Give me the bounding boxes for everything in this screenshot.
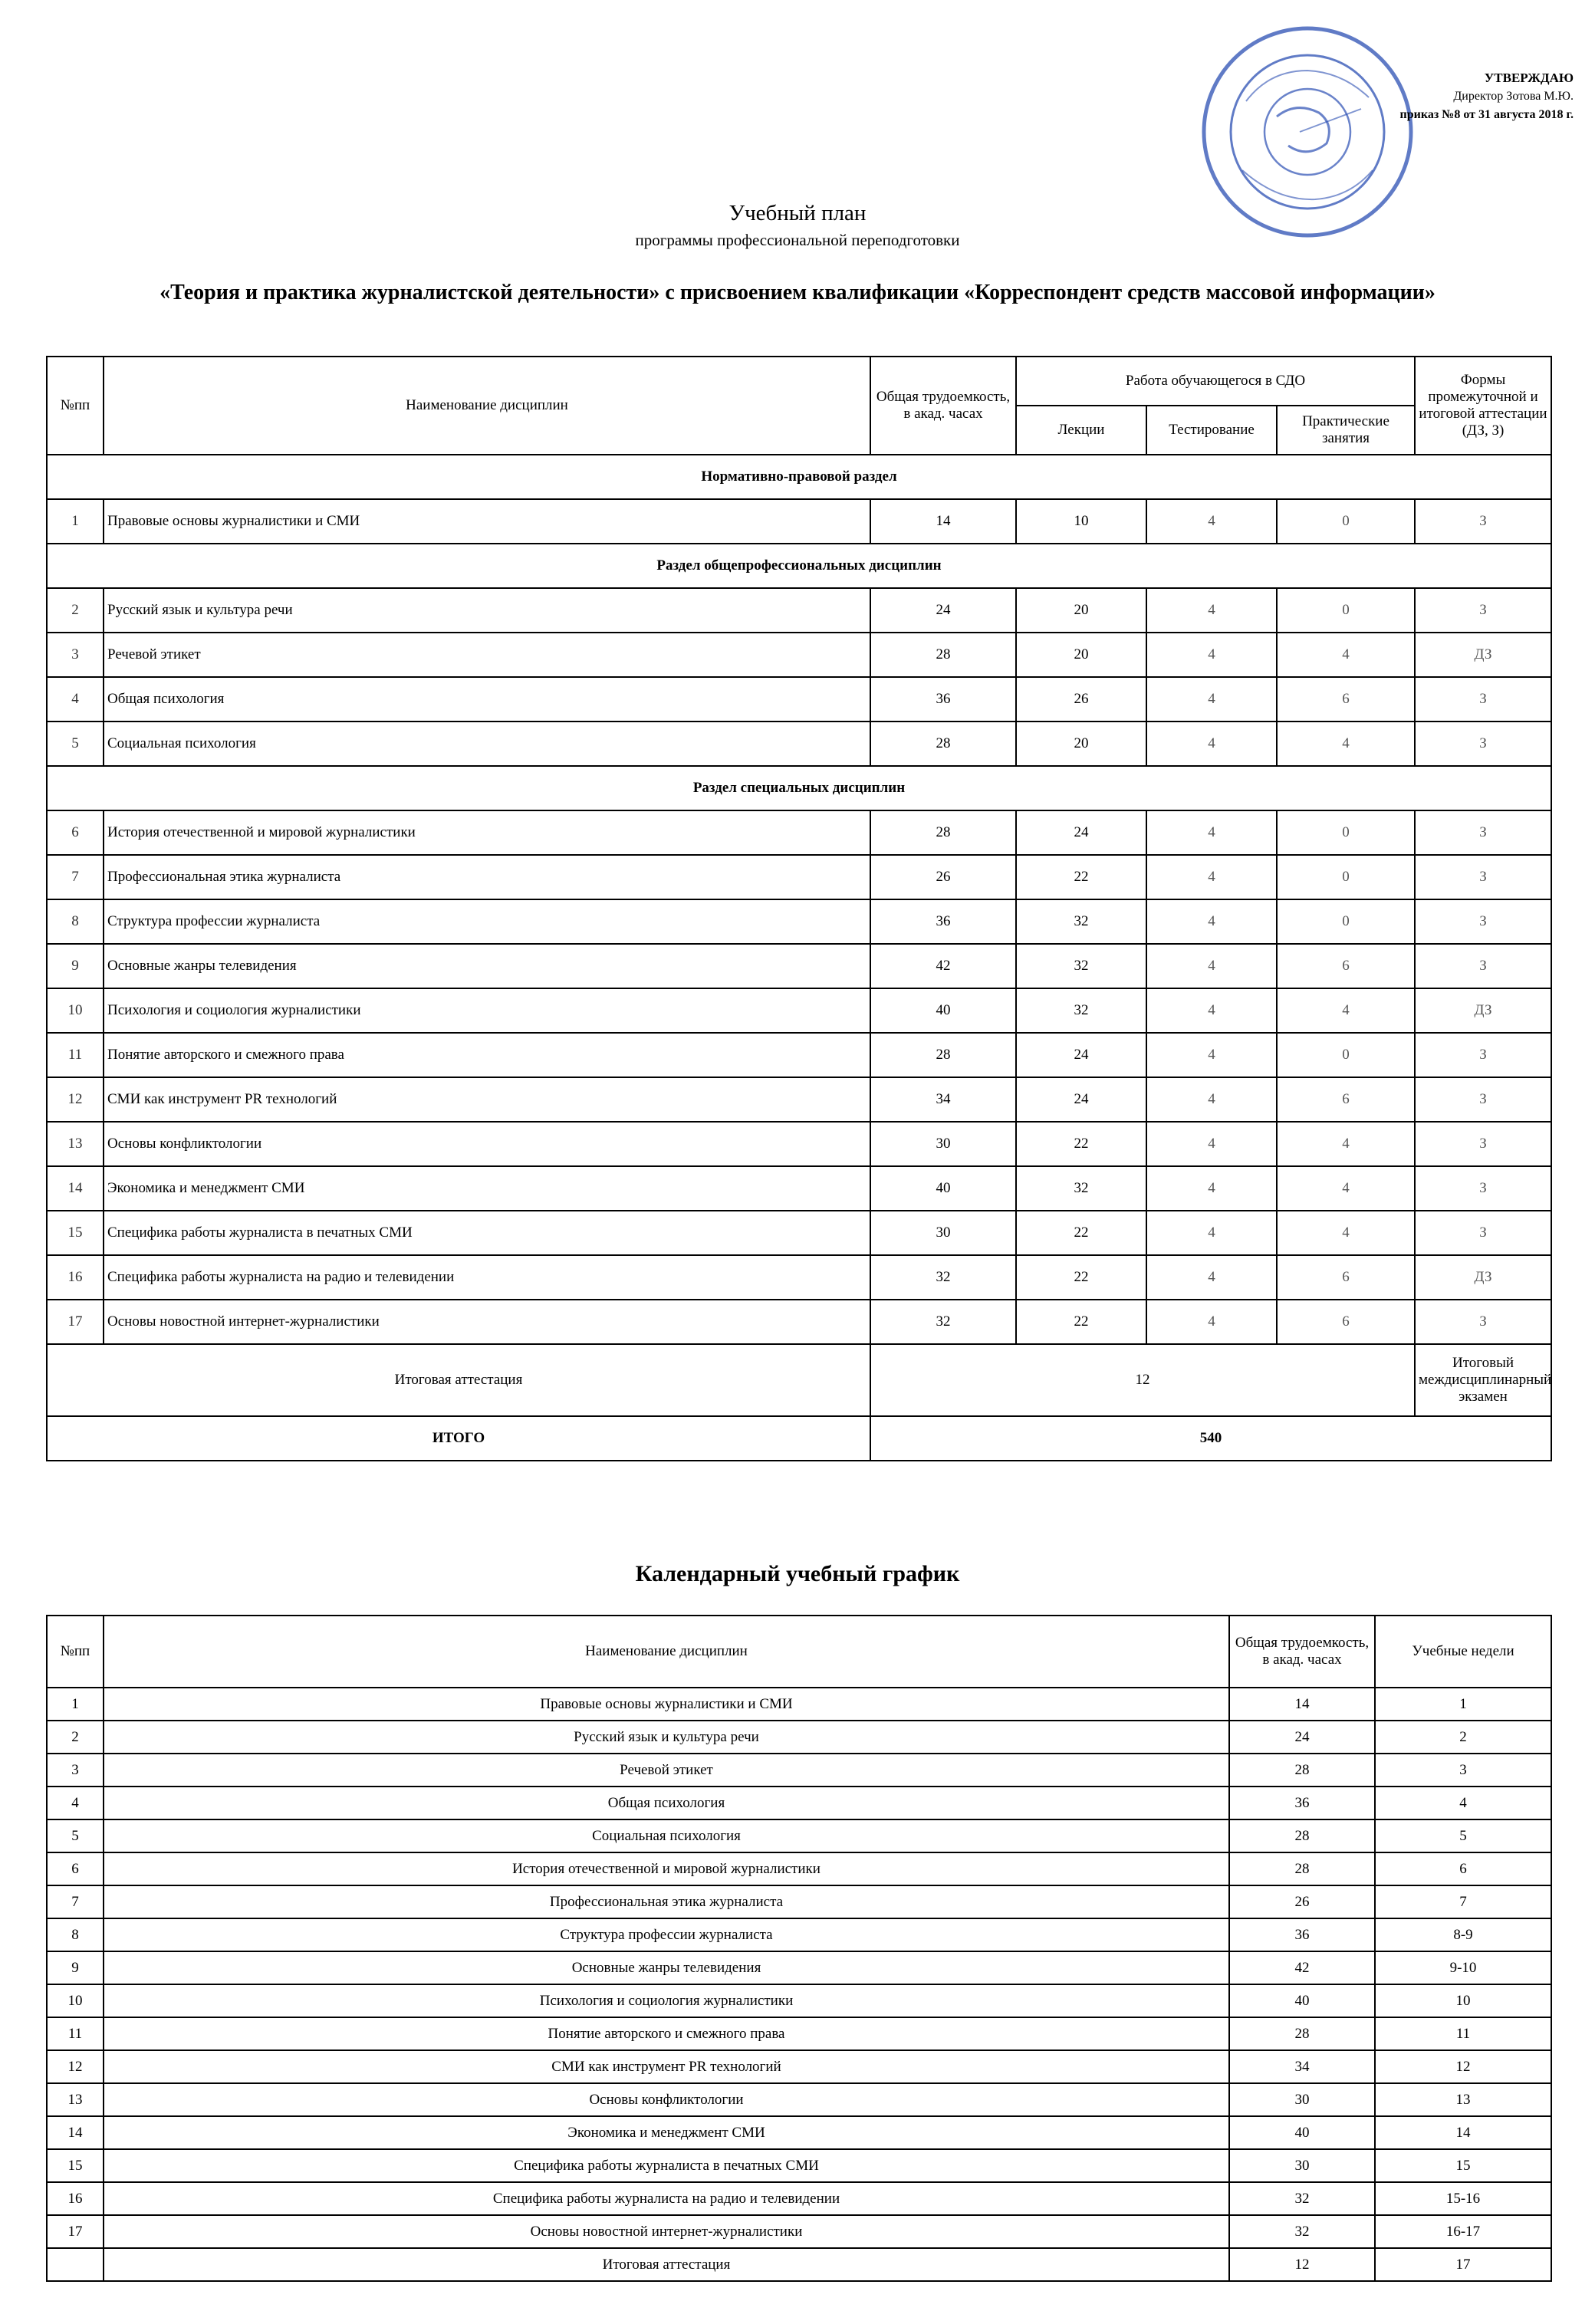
total-hours: 28 — [870, 633, 1016, 677]
schedule-title: Календарный учебный график — [635, 1561, 960, 1586]
row-number: 4 — [47, 677, 104, 722]
row-number: 8 — [47, 899, 104, 944]
schedule-row — [47, 1885, 1551, 1918]
testing-hours: 4 — [1146, 899, 1277, 944]
practice-hours: 4 — [1277, 633, 1415, 677]
section-row — [47, 455, 1551, 499]
approval-order: приказ №8 от 31 августа 2018 г. — [1399, 108, 1574, 121]
schedule-row — [47, 1918, 1551, 1951]
col-header-num: №пп — [47, 357, 104, 455]
table-row — [47, 633, 1551, 677]
table-row — [47, 899, 1551, 944]
study-weeks: 1 — [1375, 1688, 1551, 1721]
schedule-row — [47, 1688, 1551, 1721]
lecture-hours: 20 — [1016, 588, 1146, 633]
row-number: 5 — [47, 1819, 104, 1852]
attestation-form: З — [1415, 810, 1551, 855]
attestation-form: З — [1415, 1166, 1551, 1211]
practice-hours: 4 — [1277, 1166, 1415, 1211]
discipline-name: Специфика работы журналиста на радио и телевидении — [104, 1255, 870, 1300]
discipline-name: Специфика работы журналиста на радио и телевидении — [104, 2182, 1229, 2215]
row-number: 3 — [47, 633, 104, 677]
row-number: 8 — [47, 1918, 104, 1951]
study-weeks: 16-17 — [1375, 2215, 1551, 2248]
total-hours: 34 — [1229, 2050, 1375, 2083]
section-row — [47, 766, 1551, 810]
discipline-name: Психология и социология журналистики — [104, 1984, 1229, 2017]
total-hours: 30 — [870, 1122, 1016, 1166]
discipline-name: Структура профессии журналиста — [104, 899, 870, 944]
schedule-row — [47, 2083, 1551, 2116]
practice-hours: 4 — [1277, 1122, 1415, 1166]
table-row — [47, 1122, 1551, 1166]
discipline-name: Психология и социология журналистики — [104, 988, 870, 1033]
final-attestation-form: Итоговый междисциплинарный экзамен — [1415, 1344, 1551, 1416]
testing-hours: 4 — [1146, 588, 1277, 633]
total-hours: 30 — [1229, 2149, 1375, 2182]
approval-director: Директор Зотова М.Ю. — [1453, 90, 1574, 103]
total-hours: 26 — [870, 855, 1016, 899]
practice-hours: 6 — [1277, 1300, 1415, 1344]
discipline-name: Социальная психология — [104, 722, 870, 766]
col-header-testing: Тестирование — [1146, 406, 1277, 455]
final-attestation-row — [47, 1344, 1551, 1416]
row-number: 7 — [47, 855, 104, 899]
lecture-hours: 22 — [1016, 855, 1146, 899]
total-hours: 42 — [1229, 1951, 1375, 1984]
total-hours: 28 — [1229, 1852, 1375, 1885]
discipline-name: Речевой этикет — [104, 1754, 1229, 1787]
study-weeks: 12 — [1375, 2050, 1551, 2083]
table-row — [47, 677, 1551, 722]
section-title: Раздел специальных дисциплин — [47, 766, 1551, 810]
row-number: 10 — [47, 1984, 104, 2017]
row-number: 17 — [47, 1300, 104, 1344]
total-hours: 32 — [870, 1255, 1016, 1300]
discipline-name: Основы новостной интернет-журналистики — [104, 2215, 1229, 2248]
lecture-hours: 26 — [1016, 677, 1146, 722]
table-row — [47, 1300, 1551, 1344]
lecture-hours: 24 — [1016, 810, 1146, 855]
total-hours: 26 — [1229, 1885, 1375, 1918]
table-row — [47, 499, 1551, 544]
practice-hours: 0 — [1277, 810, 1415, 855]
discipline-name: Специфика работы журналиста в печатных СМИ — [104, 1211, 870, 1255]
attestation-form: З — [1415, 677, 1551, 722]
lecture-hours: 20 — [1016, 722, 1146, 766]
discipline-name: Основы конфликтологии — [104, 2083, 1229, 2116]
discipline-name: Речевой этикет — [104, 633, 870, 677]
schedule-row — [47, 2149, 1551, 2182]
row-number: 12 — [47, 1077, 104, 1122]
row-number: 7 — [47, 1885, 104, 1918]
row-number: 1 — [47, 499, 104, 544]
final-attestation-hours: 12 — [870, 1344, 1415, 1416]
row-number: 16 — [47, 2182, 104, 2215]
table-row — [47, 588, 1551, 633]
attestation-form: ДЗ — [1415, 988, 1551, 1033]
section-row — [47, 544, 1551, 588]
lecture-hours: 22 — [1016, 1255, 1146, 1300]
discipline-name: Итоговая аттестация — [104, 2248, 1229, 2281]
total-hours: 28 — [1229, 2017, 1375, 2050]
practice-hours: 6 — [1277, 1255, 1415, 1300]
study-weeks: 6 — [1375, 1852, 1551, 1885]
practice-hours: 0 — [1277, 899, 1415, 944]
testing-hours: 4 — [1146, 677, 1277, 722]
study-weeks: 2 — [1375, 1721, 1551, 1754]
table-row — [47, 1077, 1551, 1122]
total-hours: 14 — [1229, 1688, 1375, 1721]
discipline-name: Русский язык и культура речи — [104, 1721, 1229, 1754]
total-hours: 30 — [1229, 2083, 1375, 2116]
lecture-hours: 32 — [1016, 944, 1146, 988]
table-row — [47, 1255, 1551, 1300]
study-weeks: 9-10 — [1375, 1951, 1551, 1984]
col-header-forms: Формы промежуточной и итоговой аттестации (ДЗ, З) — [1415, 357, 1551, 455]
row-number: 6 — [47, 1852, 104, 1885]
lecture-hours: 22 — [1016, 1122, 1146, 1166]
study-weeks: 7 — [1375, 1885, 1551, 1918]
row-number: 9 — [47, 1951, 104, 1984]
attestation-form: З — [1415, 1122, 1551, 1166]
row-number: 16 — [47, 1255, 104, 1300]
total-hours: 28 — [870, 1033, 1016, 1077]
schedule-row — [47, 2017, 1551, 2050]
attestation-form: З — [1415, 722, 1551, 766]
total-hours: 42 — [870, 944, 1016, 988]
total-hours: 30 — [870, 1211, 1016, 1255]
attestation-form: З — [1415, 899, 1551, 944]
attestation-form: ДЗ — [1415, 1255, 1551, 1300]
attestation-form: З — [1415, 1211, 1551, 1255]
schedule-row — [47, 1951, 1551, 1984]
row-number: 12 — [47, 2050, 104, 2083]
discipline-name: СМИ как инструмент PR технологий — [104, 2050, 1229, 2083]
discipline-name: Общая психология — [104, 1787, 1229, 1819]
sched-header-hours: Общая трудоемкость, в акад. часах — [1229, 1616, 1375, 1688]
lecture-hours: 22 — [1016, 1211, 1146, 1255]
testing-hours: 4 — [1146, 1211, 1277, 1255]
testing-hours: 4 — [1146, 722, 1277, 766]
total-hours: 24 — [1229, 1721, 1375, 1754]
discipline-name: Основы конфликтологии — [104, 1122, 870, 1166]
row-number — [47, 2248, 104, 2281]
lecture-hours: 32 — [1016, 899, 1146, 944]
row-number: 9 — [47, 944, 104, 988]
schedule-row — [47, 1984, 1551, 2017]
schedule-row — [47, 2116, 1551, 2149]
testing-hours: 4 — [1146, 1300, 1277, 1344]
study-weeks: 14 — [1375, 2116, 1551, 2149]
total-hours: 36 — [870, 677, 1016, 722]
document-subtitle: программы профессиональной переподготовки — [635, 231, 960, 249]
schedule-row — [47, 1819, 1551, 1852]
total-hours: 32 — [1229, 2215, 1375, 2248]
discipline-name: Профессиональная этика журналиста — [104, 1885, 1229, 1918]
practice-hours: 0 — [1277, 1033, 1415, 1077]
schedule-row — [47, 1754, 1551, 1787]
schedule-row — [47, 2182, 1551, 2215]
row-number: 15 — [47, 2149, 104, 2182]
discipline-name: СМИ как инструмент PR технологий — [104, 1077, 870, 1122]
lecture-hours: 32 — [1016, 988, 1146, 1033]
schedule-table — [46, 1615, 1552, 2282]
discipline-name: Социальная психология — [104, 1819, 1229, 1852]
practice-hours: 4 — [1277, 988, 1415, 1033]
discipline-name: Правовые основы журналистики и СМИ — [104, 1688, 1229, 1721]
attestation-form: З — [1415, 944, 1551, 988]
final-attestation-label: Итоговая аттестация — [47, 1344, 870, 1416]
col-header-lectures: Лекции — [1016, 406, 1146, 455]
practice-hours: 6 — [1277, 944, 1415, 988]
table-row — [47, 855, 1551, 899]
total-hours: 24 — [870, 588, 1016, 633]
row-number: 11 — [47, 1033, 104, 1077]
total-hours: 40 — [870, 988, 1016, 1033]
testing-hours: 4 — [1146, 855, 1277, 899]
total-label: ИТОГО — [47, 1416, 870, 1461]
discipline-name: Понятие авторского и смежного права — [104, 1033, 870, 1077]
study-weeks: 17 — [1375, 2248, 1551, 2281]
practice-hours: 0 — [1277, 855, 1415, 899]
sched-header-num: №пп — [47, 1616, 104, 1688]
curriculum-table — [46, 356, 1552, 1461]
row-number: 11 — [47, 2017, 104, 2050]
total-hours: 34 — [870, 1077, 1016, 1122]
table-row — [47, 1211, 1551, 1255]
study-weeks: 4 — [1375, 1787, 1551, 1819]
practice-hours: 4 — [1277, 1211, 1415, 1255]
col-header-practice: Практические занятия — [1277, 406, 1415, 455]
lecture-hours: 20 — [1016, 633, 1146, 677]
approval-title: УТВЕРЖДАЮ — [1484, 71, 1574, 85]
program-title: «Теория и практика журналистской деятельности» с присвоением квалификации «Корреспондент средств массовой информации» — [160, 281, 1436, 304]
total-hours: 32 — [870, 1300, 1016, 1344]
discipline-name: Экономика и менеджмент СМИ — [104, 2116, 1229, 2149]
practice-hours: 6 — [1277, 677, 1415, 722]
study-weeks: 8-9 — [1375, 1918, 1551, 1951]
col-header-work: Работа обучающегося в СДО — [1016, 357, 1415, 406]
schedule-row — [47, 2215, 1551, 2248]
lecture-hours: 24 — [1016, 1033, 1146, 1077]
table-row — [47, 1033, 1551, 1077]
total-hours: 28 — [1229, 1754, 1375, 1787]
document-title: Учебный план — [728, 201, 867, 225]
study-weeks: 13 — [1375, 2083, 1551, 2116]
section-title: Раздел общепрофессиональных дисциплин — [47, 544, 1551, 588]
row-number: 5 — [47, 722, 104, 766]
discipline-name: Понятие авторского и смежного права — [104, 2017, 1229, 2050]
practice-hours: 6 — [1277, 1077, 1415, 1122]
discipline-name: Основные жанры телевидения — [104, 944, 870, 988]
study-weeks: 5 — [1375, 1819, 1551, 1852]
discipline-name: Основы новостной интернет-журналистики — [104, 1300, 870, 1344]
study-weeks: 10 — [1375, 1984, 1551, 2017]
row-number: 1 — [47, 1688, 104, 1721]
row-number: 17 — [47, 2215, 104, 2248]
approval-block — [1374, 69, 1574, 124]
row-number: 4 — [47, 1787, 104, 1819]
practice-hours: 0 — [1277, 499, 1415, 544]
total-hours: 36 — [1229, 1918, 1375, 1951]
total-hours: 40 — [870, 1166, 1016, 1211]
row-number: 15 — [47, 1211, 104, 1255]
row-number: 13 — [47, 2083, 104, 2116]
total-row — [47, 1416, 1551, 1461]
total-hours: 28 — [870, 722, 1016, 766]
schedule-row — [47, 2248, 1551, 2281]
testing-hours: 4 — [1146, 1166, 1277, 1211]
schedule-row — [47, 1721, 1551, 1754]
schedule-row — [47, 1787, 1551, 1819]
total-hours: 14 — [870, 499, 1016, 544]
table-row — [47, 944, 1551, 988]
row-number: 14 — [47, 1166, 104, 1211]
discipline-name: Экономика и менеджмент СМИ — [104, 1166, 870, 1211]
attestation-form: З — [1415, 499, 1551, 544]
practice-hours: 4 — [1277, 722, 1415, 766]
discipline-name: Специфика работы журналиста в печатных СМИ — [104, 2149, 1229, 2182]
attestation-form: З — [1415, 855, 1551, 899]
row-number: 14 — [47, 2116, 104, 2149]
study-weeks: 15-16 — [1375, 2182, 1551, 2215]
table-row — [47, 988, 1551, 1033]
study-weeks: 11 — [1375, 2017, 1551, 2050]
total-hours: 32 — [1229, 2182, 1375, 2215]
row-number: 13 — [47, 1122, 104, 1166]
discipline-name: Основные жанры телевидения — [104, 1951, 1229, 1984]
attestation-form: З — [1415, 1300, 1551, 1344]
testing-hours: 4 — [1146, 633, 1277, 677]
lecture-hours: 24 — [1016, 1077, 1146, 1122]
discipline-name: Общая психология — [104, 677, 870, 722]
col-header-name: Наименование дисциплин — [104, 357, 870, 455]
total-hours: 36 — [1229, 1787, 1375, 1819]
lecture-hours: 22 — [1016, 1300, 1146, 1344]
row-number: 3 — [47, 1754, 104, 1787]
discipline-name: Русский язык и культура речи — [104, 588, 870, 633]
table-row — [47, 722, 1551, 766]
table-row — [47, 810, 1551, 855]
discipline-name: Правовые основы журналистики и СМИ — [104, 499, 870, 544]
total-hours: 40 — [1229, 1984, 1375, 2017]
schedule-row — [47, 2050, 1551, 2083]
row-number: 2 — [47, 588, 104, 633]
discipline-name: Структура профессии журналиста — [104, 1918, 1229, 1951]
testing-hours: 4 — [1146, 944, 1277, 988]
testing-hours: 4 — [1146, 1255, 1277, 1300]
total-hours: 28 — [1229, 1819, 1375, 1852]
testing-hours: 4 — [1146, 499, 1277, 544]
schedule-row — [47, 1852, 1551, 1885]
attestation-form: З — [1415, 1033, 1551, 1077]
total-hours: 40 — [1229, 2116, 1375, 2149]
testing-hours: 4 — [1146, 1033, 1277, 1077]
attestation-form: ДЗ — [1415, 633, 1551, 677]
row-number: 2 — [47, 1721, 104, 1754]
study-weeks: 15 — [1375, 2149, 1551, 2182]
total-hours: 12 — [1229, 2248, 1375, 2281]
attestation-form: З — [1415, 1077, 1551, 1122]
col-header-hours: Общая трудоемкость, в акад. часах — [870, 357, 1016, 455]
practice-hours: 0 — [1277, 588, 1415, 633]
testing-hours: 4 — [1146, 1077, 1277, 1122]
testing-hours: 4 — [1146, 810, 1277, 855]
attestation-form: З — [1415, 588, 1551, 633]
total-hours: 28 — [870, 810, 1016, 855]
table-row — [47, 1166, 1551, 1211]
sched-header-weeks: Учебные недели — [1375, 1616, 1551, 1688]
discipline-name: История отечественной и мировой журналистики — [104, 1852, 1229, 1885]
total-hours: 36 — [870, 899, 1016, 944]
discipline-name: История отечественной и мировой журналистики — [104, 810, 870, 855]
lecture-hours: 10 — [1016, 499, 1146, 544]
row-number: 10 — [47, 988, 104, 1033]
testing-hours: 4 — [1146, 1122, 1277, 1166]
section-title: Нормативно-правовой раздел — [47, 455, 1551, 499]
discipline-name: Профессиональная этика журналиста — [104, 855, 870, 899]
sched-header-name: Наименование дисциплин — [104, 1616, 1229, 1688]
study-weeks: 3 — [1375, 1754, 1551, 1787]
row-number: 6 — [47, 810, 104, 855]
lecture-hours: 32 — [1016, 1166, 1146, 1211]
testing-hours: 4 — [1146, 988, 1277, 1033]
total-hours-value: 540 — [870, 1416, 1551, 1461]
